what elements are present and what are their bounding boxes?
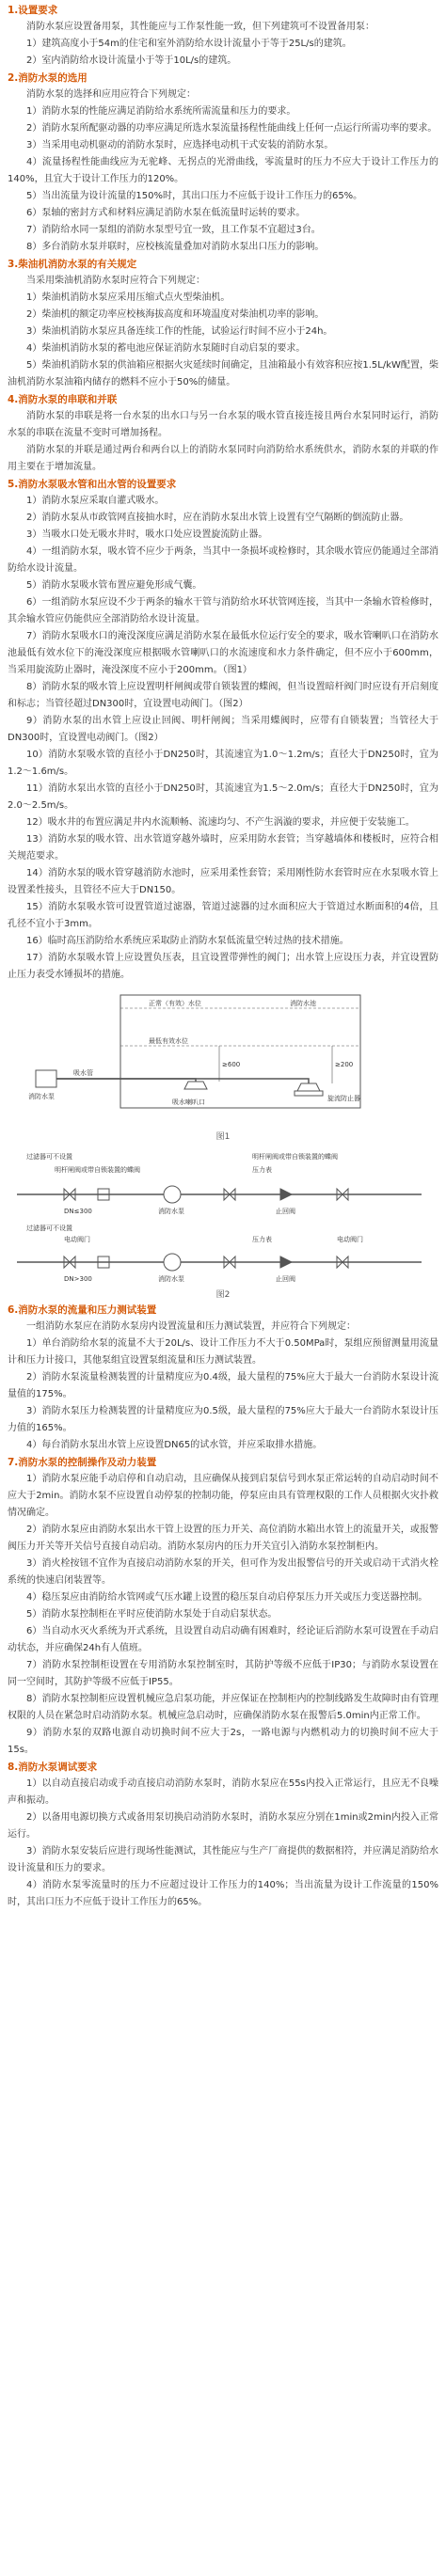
section-heading-s1: 1.设置要求 xyxy=(8,5,58,16)
paragraph-s5-3: 4）一组消防水泵，吸水管不应少于两条，当其中一条损坏或检修时，其余吸水管应仍能通过全部消防给水设计流量。 xyxy=(8,546,438,574)
paragraph-s1-1: 1）建筑高度小于54m的住宅和室外消防给水设计流量小于等于25L/s的建筑。 xyxy=(26,39,352,49)
fig2-row1-label-b: 明杆闸阀或带自锁装置的蝶阀 xyxy=(252,1153,338,1161)
fig2-row2-check: 止回阀 xyxy=(276,1275,295,1283)
paragraph-s2-4: 4）流量扬程性能曲线应为无驼峰、无拐点的光滑曲线，零流量时的压力不应大于设计工作压力的140%，且宜大于设计工作压力的120%。 xyxy=(8,157,438,184)
paragraph-s3-3: 3）柴油机消防水泵应具备连续工作的性能，试验运行时间不应小于24h。 xyxy=(26,326,333,337)
paragraph-s8-1: 2）以备用电源切换方式或备用泵切换启动消防水泵时，消防水泵应分别在1min或2min内投入正常运行。 xyxy=(8,1812,438,1840)
paragraph-s5-1: 2）消防水泵从市政管网直接抽水时，应在消防水泵出水管上设置有空气隔断的倒流防止器。 xyxy=(26,513,409,523)
paragraph-s3-4: 4）柴油机消防水泵的蓄电池应保证消防水泵随时自动启泵的要求。 xyxy=(26,343,306,354)
paragraph-s6-1: 1）单台消防给水泵的流量不大于20L/s、设计工作压力不大于0.50MPa时，泵组应预留测量用流量计和压力计接口，其他泵组宜设置泵组流量和压力测试装置。 xyxy=(8,1338,438,1366)
paragraph-s5-16: 17）消防水泵吸水管上应设置负压表，且宜设置带弹性的阀门；出水管上应设压力表，并宜设置防止压力表受水锤损坏的措施。 xyxy=(8,953,438,980)
paragraph-s2-3: 3）当采用电动机驱动的消防水泵时，应选择电动机干式安装的消防水泵。 xyxy=(26,140,334,150)
paragraph-s5-7: 8）消防水泵的吸水管上应设置明杆闸阀或带自锁装置的蝶阀，但当设置暗杆阀门时应设有开启刻度和标志；当管径超过DN300时，宜设置电动阀门。（图2） xyxy=(8,682,438,709)
fig2-row1-check: 止回阀 xyxy=(276,1208,295,1215)
section-heading-s4: 4.消防水泵的串联和并联 xyxy=(8,394,118,405)
paragraph-s6-3: 3）消防水泵压力检测装置的计量精度应为0.5级，最大量程的75%应大于最大一台消防水泵设计压力值的165%。 xyxy=(8,1406,438,1433)
fig2-row1-gauge: 压力表 xyxy=(252,1166,272,1174)
fig1-normal-level-label: 正常（有效）水位 xyxy=(149,1000,201,1007)
fig2-row1-pump: 消防水泵 xyxy=(158,1208,184,1215)
paragraph-s7-8: 9）消防水泵的双路电源自动切换时间不应大于2s，一路电源与内燃机动力的切换时间不应大于15s。 xyxy=(8,1728,438,1755)
paragraph-s7-6: 7）消防水泵控制柜设置在专用消防水泵控制室时，其防护等级不应低于IP30；与消防水泵设置在同一空间时，其防护等级不应低于IP55。 xyxy=(8,1660,438,1687)
figure-1 xyxy=(8,988,438,1144)
fig2-row1-label-a: 明杆闸阀或带自锁装置的蝶阀 xyxy=(55,1166,140,1174)
paragraph-s6-0: 一组消防水泵应在消防水泵房内设置流量和压力测试装置，并应符合下列规定： xyxy=(26,1321,356,1332)
paragraph-s5-14: 15）消防水泵吸水管可设置管道过滤器，管道过滤器的过水面积应大于管道过水断面积的4倍，且孔径不宜小于3mm。 xyxy=(8,902,438,929)
paragraph-s5-9: 10）消防水泵吸水管的直径小于DN250时，其流速宜为1.0～1.2m/s；直径大于DN250时，宜为1.2～1.6m/s。 xyxy=(8,750,438,777)
paragraph-s7-2: 3）消火栓按钮不宜作为直接启动消防水泵的开关，但可作为发出报警信号的开关或启动干式消火栓系统的快速启闭装置等。 xyxy=(8,1558,438,1586)
figure-1-caption: 图1 xyxy=(215,1132,231,1142)
paragraph-s7-7: 8）消防水泵控制柜应设置机械应急启泵功能，并应保证在控制柜内的控制线路发生故障时由有管理权限的人员在紧急时启动消防水泵。机械应急启动时，应确保消防水泵在报警后5.0min内正常工作。 xyxy=(8,1694,438,1721)
paragraph-s5-8: 9）消防水泵的出水管上应设止回阀、明杆闸阀；当采用蝶阀时，应带有自锁装置；当管径大于DN300时，宜设置电动阀门。（图2） xyxy=(8,716,438,743)
paragraph-s5-15: 16）临时高压消防给水系统应采取防止消防水泵低流量空转过热的技术措施。 xyxy=(26,936,349,946)
paragraph-s3-1: 1）柴油机消防水泵应采用压缩式点火型柴油机。 xyxy=(26,292,231,303)
paragraph-s3-2: 2）柴油机的额定功率应校核海拔高度和环境温度对柴油机功率的影响。 xyxy=(26,309,325,320)
paragraph-s2-2: 2）消防水泵所配驱动器的功率应满足所选水泵流量扬程性能曲线上任何一点运行所需功率的要求。 xyxy=(26,123,438,134)
fig1-pool-label: 消防水池 xyxy=(290,1000,316,1007)
section-heading-s6: 6.消防水泵的流量和压力测试装置 xyxy=(8,1304,157,1316)
paragraph-s2-1: 1）消防水泵的性能应满足消防给水系统所需流量和压力的要求。 xyxy=(26,106,296,117)
paragraph-s6-4: 4）每台消防水泵出水管上应设置DN65的试水管，并应采取排水措施。 xyxy=(26,1440,323,1450)
paragraph-s5-0: 1）消防水泵应采取自灌式吸水。 xyxy=(26,496,165,506)
paragraph-s6-2: 2）消防水泵流量检测装置的计量精度应为0.4级，最大量程的75%应大于最大一台消防水泵设计流量值的175%。 xyxy=(8,1372,438,1399)
paragraph-s5-4: 5）消防水泵吸水管布置应避免形成气囊。 xyxy=(26,580,202,591)
paragraph-s8-3: 4）消防水泵零流量时的压力不应超过设计工作压力的140%；当出流量为设计工作流量的150%时，其出口压力不应低于设计工作压力的65%。 xyxy=(8,1880,438,1907)
fig2-row-1 xyxy=(17,1152,422,1215)
paragraph-s5-2: 3）当吸水口处无吸水井时，吸水口处应设置旋流防止器。 xyxy=(26,529,268,540)
paragraph-s8-2: 3）消防水泵安装后应进行现场性能测试，其性能应与生产厂商提供的数据相符，并应满足消防给水设计流量和压力的要求。 xyxy=(8,1846,438,1873)
paragraph-s2-8: 8）多台消防水泵并联时，应校核流量叠加对消防水泵出口压力的影响。 xyxy=(26,242,325,252)
fig2-row2-dn: DN>300 xyxy=(64,1275,92,1283)
paragraph-s4-0: 消防水泵的串联是将一台水泵的出水口与另一台水泵的吸水管直接连接且两台水泵同时运行，消防水泵的串联在流量不变时可增加扬程。 xyxy=(8,411,438,438)
section-heading-s5: 5.消防水泵吸水管和出水管的设置要求 xyxy=(8,479,177,490)
fig2-row2-pump: 消防水泵 xyxy=(158,1275,184,1283)
paragraph-s5-13: 14）消防水泵的吸水管穿越消防水池时，应采用柔性套管；采用刚性防水套管时应在水泵吸水管上设置柔性接头，且管径不应大于DN150。 xyxy=(8,868,438,895)
figure-2-caption: 图2 xyxy=(215,1290,231,1300)
paragraph-s7-4: 5）消防水泵控制柜在平时应使消防水泵处于自动启泵状态。 xyxy=(26,1609,278,1620)
paragraph-s5-10: 11）消防水泵出水管的直径小于DN250时，其流速宜为1.5～2.0m/s；直径大于DN250时，宜为2.0～2.5m/s。 xyxy=(8,783,438,811)
paragraph-s5-6: 7）消防水泵吸水口的淹没深度应满足消防水泵在最低水位运行安全的要求，吸水管喇叭口在消防水池最低有效水位下的淹没深度应根据吸水管喇叭口的水流速度和水力条件确定，但不应小于600mm，当采用旋流防止器时，淹没深度不应小于200mm。（图1） xyxy=(8,631,438,675)
fig2-row2-gauge: 压力表 xyxy=(252,1236,272,1243)
figure-1-diagram xyxy=(8,988,438,1130)
section-heading-s3: 3.柴油机消防水泵的有关规定 xyxy=(8,259,137,270)
paragraph-s3-5: 5）柴油机消防水泵的供油箱应根据火灾延续时间确定，且油箱最小有效容积应按1.5L/kW配置，柴油机消防水泵油箱内储存的燃料不应小于50%的储量。 xyxy=(8,360,438,387)
paragraph-s3-0: 当采用柴油机消防水泵时应符合下列规定： xyxy=(26,276,205,286)
paragraph-s2-5: 5）当出流量为设计流量的150%时，其出口压力不应低于设计工作压力的65%。 xyxy=(26,191,363,201)
paragraph-s7-0: 1）消防水泵应能手动启停和自动启动，且应确保从接到启泵信号到水泵正常运转的自动启动时间不应大于2min。消防水泵不应设置自动停泵的控制功能，停泵应由具有管理权限的工作人员根据火灾扑救情况确定。 xyxy=(8,1474,438,1518)
section-heading-s7: 7.消防水泵的控制操作及动力装置 xyxy=(8,1457,157,1468)
paragraph-s5-11: 12）吸水井的布置应满足井内水流顺畅、流速均匀、不产生涡漩的要求，并应便于安装施工。 xyxy=(26,817,415,828)
paragraph-s7-1: 2）消防水泵应由消防水泵出水干管上设置的压力开关、高位消防水箱出水管上的流量开关，或报警阀压力开关等开关信号直接自动启动。消防水泵房内的压力开关宜引入消防水泵控制柜内。 xyxy=(8,1525,438,1552)
fig1-suction-label: 吸水管 xyxy=(73,1069,93,1077)
fig2-row1-dn: DN≤300 xyxy=(64,1208,92,1215)
fig1-d600-label: ≥600 xyxy=(222,1061,241,1068)
fig1-bell-mouth-shape xyxy=(184,1082,207,1089)
figure-2 xyxy=(8,1147,438,1302)
paragraph-s8-0: 1）以自动直接启动或手动直接启动消防水泵时，消防水泵应在55s内投入正常运行，且应无不良噪声和振动。 xyxy=(8,1778,438,1806)
fig1-no-vortex-label: 旋流防止器 xyxy=(327,1095,360,1102)
paragraph-s4-1: 消防水泵的并联是通过两台和两台以上的消防水泵同时向消防给水系统供水，消防水泵的并联的作用主要在于增加流量。 xyxy=(8,445,438,472)
fig2-row2-label-a: 电动阀门 xyxy=(64,1236,90,1243)
fig1-bell-mouth-label: 吸水喇叭口 xyxy=(172,1098,205,1106)
fig1-d200-label: ≥200 xyxy=(335,1061,354,1068)
fig1-pump-label: 消防水泵 xyxy=(28,1093,55,1100)
fig2-row2-filter-label: 过滤器可不设置 xyxy=(26,1225,72,1232)
paragraph-s7-3: 4）稳压泵应由消防给水管网或气压水罐上设置的稳压泵自动启停泵压力开关或压力变送器控制。 xyxy=(26,1592,428,1603)
figure-2-diagram xyxy=(8,1147,438,1288)
paragraph-s2-6: 6）泵轴的密封方式和材料应满足消防水泵在低流量时运转的要求。 xyxy=(26,208,306,218)
paragraph-s2-0: 消防水泵的选择和应用应符合下列规定： xyxy=(26,89,196,100)
section-heading-s2: 2.消防水泵的选用 xyxy=(8,72,88,84)
paragraph-s7-5: 6）当自动水灭火系统为开式系统，且设置自动启动确有困难时，经论证后消防水泵可设置在手动启动状态，并应确保24h有人值班。 xyxy=(8,1626,438,1653)
fig2-row1-filter-label: 过滤器可不设置 xyxy=(26,1153,72,1161)
paragraph-s2-7: 7）消防给水同一泵组的消防水泵型号宜一致，且工作泵不宜超过3台。 xyxy=(26,225,321,235)
fig2-row-2 xyxy=(17,1224,422,1283)
fig1-pump-shape xyxy=(36,1070,56,1087)
paragraph-s1-0: 消防水泵应设置备用泵，其性能应与工作泵性能一致，但下列建筑可不设置备用泵： xyxy=(26,22,374,32)
paragraph-s1-2: 2）室内消防给水设计流量小于等于10L/s的建筑。 xyxy=(26,55,237,66)
fig2-row2-label-b: 电动阀门 xyxy=(337,1236,363,1243)
paragraph-s5-12: 13）消防水泵的吸水管、出水管道穿越外墙时，应采用防水套管；当穿越墙体和楼板时，应符合相关规范要求。 xyxy=(8,834,438,861)
paragraph-s5-5: 6）一组消防水泵应设不少于两条的输水干管与消防给水环状管网连接，当其中一条输水管检修时，其余输水管应仍能供应全部消防给水设计流量。 xyxy=(8,597,438,624)
fig1-lowest-level-label: 最低有效水位 xyxy=(149,1037,188,1045)
sections-part-1 xyxy=(8,2,438,984)
section-heading-s8: 8.消防水泵调试要求 xyxy=(8,1762,98,1773)
sections-part-2 xyxy=(8,1302,438,1911)
